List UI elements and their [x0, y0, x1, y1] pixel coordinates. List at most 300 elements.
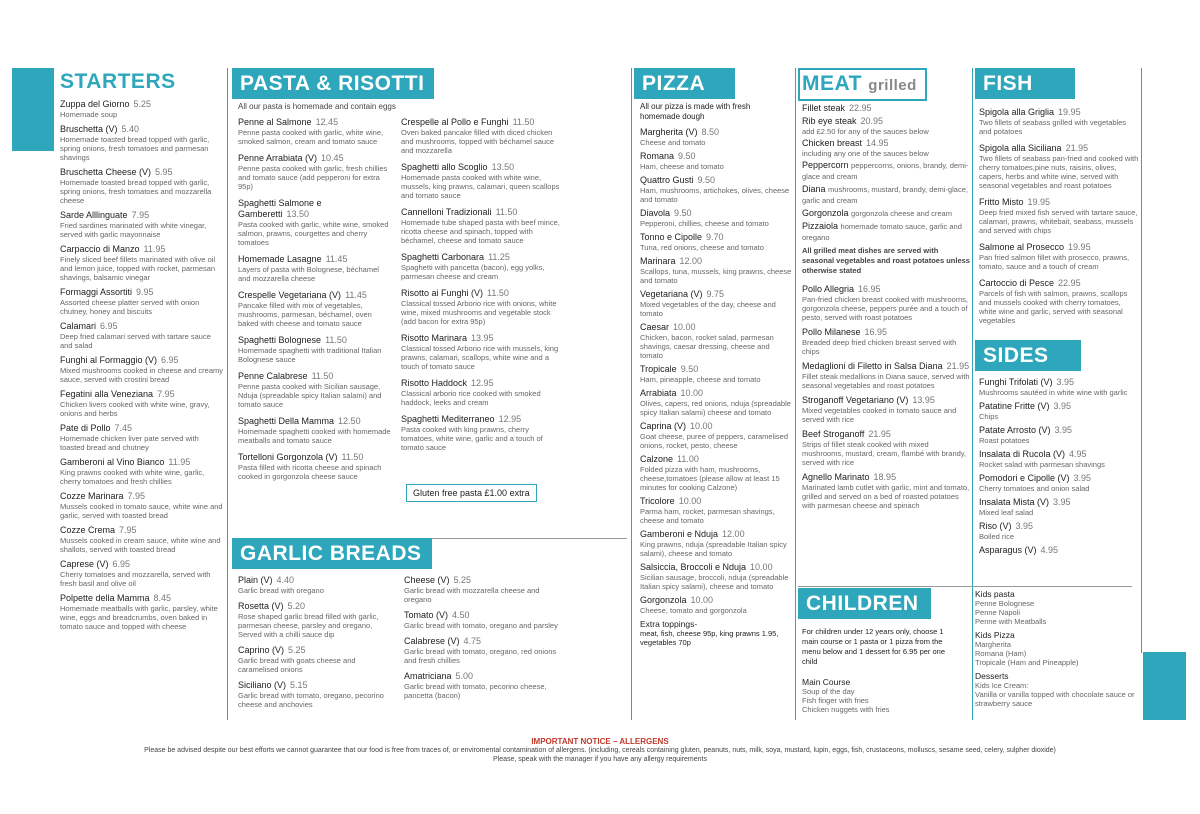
item-description: Pan fried salmon fillet with prosecco, prawns, tomato, sauce and a touch of cream	[979, 253, 1130, 271]
item-name: Calamari	[60, 321, 97, 331]
menu-item	[404, 671, 559, 700]
menu-item	[979, 197, 1140, 235]
menu-item	[640, 421, 792, 450]
pasta-section	[232, 68, 627, 502]
item-description: Ham, mushrooms, artichokes, olives, cheese and tomato	[640, 186, 790, 204]
item-description: Sicilian sausage, broccoli, nduja (spreadable Italian spicy salami), cheese and tomato	[640, 573, 789, 591]
item-price: 11.00	[677, 454, 699, 464]
item-description: Pancake filled with mix of vegetables, mushrooms, parmesan, béchamel, oven baked with cheese and tomato sauce	[238, 301, 372, 328]
menu-item	[238, 290, 393, 328]
item-price: 19.95	[1027, 197, 1051, 207]
item-description: Homemade meatballs with garlic, parsley, white wine, eggs and breadcrumbs, oven baked in tomato sauce and topped with cheese	[60, 604, 218, 631]
item-price: 13.50	[491, 162, 515, 172]
item-price: 3.95	[1015, 521, 1034, 531]
item-description: Spaghetti with pancetta (bacon), egg yolks, parmesan cheese and cream	[401, 263, 545, 281]
item-description: Goat cheese, puree of peppers, caramelised onions, rocket, pesto, cheese	[640, 432, 789, 450]
item-name: Salmone al Prosecco	[979, 242, 1065, 252]
item-description: Layers of pasta with Bolognese, béchamel and mozzarella cheese	[238, 265, 379, 283]
menu-item	[238, 198, 393, 247]
item-price: 10.00	[690, 421, 713, 431]
item-description: Finely sliced beef fillets marinated with olive oil and lemon juice, topped with rocket, parmesan shavings, balsamic vinegar	[60, 255, 216, 282]
item-description: Homemade spaghetti with traditional Italian Bolognese sauce	[238, 346, 382, 364]
menu-item	[238, 575, 393, 595]
pasta-list-right	[401, 117, 561, 488]
item-price: 12.00	[679, 256, 703, 266]
item-name: Calzone	[640, 454, 674, 464]
notice-title: IMPORTANT NOTICE – ALLERGENS	[531, 737, 669, 746]
item-price: 4.50	[452, 610, 470, 620]
pizza-list	[640, 127, 792, 615]
item-name: Romana	[640, 151, 675, 161]
item-price: 3.95	[1053, 401, 1072, 411]
item-name: Amatriciana	[404, 671, 452, 681]
item-description: Assorted cheese platter served with onion chutney, honey and biscuits	[60, 298, 200, 316]
menu-item	[60, 593, 225, 631]
item-description: Oven baked pancake filled with diced chicken and mushrooms, topped with béchamel sauce and mozzarella	[401, 128, 555, 155]
item-name: Sarde Alllinguate	[60, 210, 128, 220]
garlic-section	[232, 538, 627, 715]
item-price: 7.95	[119, 525, 137, 535]
item-price: 9.50	[697, 175, 716, 185]
allergen-notice	[0, 737, 1200, 764]
item-name: Spaghetti Carbonara	[401, 252, 485, 262]
item-price: 13.95	[912, 395, 935, 405]
menu-item	[802, 395, 970, 424]
item-name: Spigola alla Siciliana	[979, 143, 1062, 153]
item-description: Ham, cheese and tomato	[640, 162, 724, 171]
list-item: Penne Napoli	[975, 608, 1021, 617]
item-price: 3.95	[1054, 425, 1073, 435]
item-name: Crespelle al Pollo e Funghi	[401, 117, 509, 127]
item-description: King prawns cooked with white wine, garlic, cherry tomatoes and fresh chillies	[60, 468, 205, 486]
menu-item	[401, 288, 561, 326]
item-price: 19.95	[1068, 242, 1091, 252]
item-price: 5.25	[133, 99, 152, 109]
menu-item	[404, 610, 559, 630]
item-description: homemade tomato sauce, garlic and oregano	[802, 222, 962, 242]
item-price: 20.95	[860, 116, 884, 126]
item-description: Garlic bread with oregano	[238, 586, 324, 595]
item-name: Chicken breast	[802, 138, 863, 148]
item-price: 16.95	[864, 327, 888, 337]
item-price: 10.00	[680, 388, 704, 398]
menu-item	[401, 333, 561, 371]
item-name: Beef Stroganoff	[802, 429, 865, 439]
item-name: Rib eye steak	[802, 116, 857, 126]
menu-item	[238, 117, 393, 146]
item-name: Funghi al Formaggio (V)	[60, 355, 158, 365]
item-name: Tortelloni Gorgonzola (V)	[238, 452, 338, 462]
menu-item	[60, 99, 225, 119]
list-item: Penne Bolognese	[975, 599, 1035, 608]
item-price: 6.95	[100, 321, 118, 331]
item-price: 11.50	[341, 452, 364, 462]
item-name: Spaghetti Salmone e Gamberetti	[238, 198, 322, 219]
item-name: Patatine Fritte (V)	[979, 401, 1050, 411]
item-description: Fried sardines marinated with white vinegar, served with garlic mayonnaise	[60, 221, 207, 239]
menu-item	[802, 138, 970, 158]
item-name: Formaggi Assortiti	[60, 287, 133, 297]
item-name: Fritto Misto	[979, 197, 1024, 207]
section-title: FISH	[975, 68, 1075, 99]
item-price: 16.95	[858, 284, 881, 294]
divider	[795, 68, 796, 720]
item-description: Deep fried calamari served with tartare sauce and salad	[60, 332, 211, 350]
item-name: Penne Arrabiata (V)	[238, 153, 318, 163]
menu-item	[60, 559, 225, 588]
pasta-list-left	[238, 117, 393, 488]
item-price: 5.40	[121, 124, 140, 134]
item-description: Breaded deep fried chicken breast served with chips	[802, 338, 957, 356]
item-description: Mixed vegetables of the day, cheese and tomato	[640, 300, 776, 318]
item-description: Homemade toasted bread topped with garlic, spring onions, fresh tomatoes and mozzarella cheese	[60, 178, 212, 205]
item-price: 5.25	[453, 575, 472, 585]
list-item: Vanilla or vanilla topped with chocolate sauce or strawberry sauce	[975, 690, 1135, 708]
menu-item	[238, 680, 393, 709]
meat-title: MEAT	[802, 72, 862, 95]
item-description: peppercorns, onions, brandy, demi-glace and cream	[802, 161, 969, 181]
item-price: 3.95	[1056, 377, 1075, 387]
item-description: Marinated lamb cutlet with garlic, mint and tomato, grilled and served on a bed of roasted potatoes with parmesan cheese and spinach	[802, 483, 970, 510]
item-description: Olives, capers, red onions, nduja (spreadable spicy Italian salami) cheese and tomato	[640, 399, 791, 417]
item-description: Parma ham, rocket, parmesan shavings, cheese and tomato	[640, 507, 775, 525]
item-price: 12.50	[338, 416, 361, 426]
item-description: Parcels of fish with salmon, prawns, scallops and mussels cooked with cherry tomatoes, white wine and garlic, served with seasonal vegetables	[979, 289, 1128, 325]
menu-item	[802, 208, 970, 219]
item-description: Deep fried mixed fish served with tartare sauce, calamari, prawns, whitebait, seabass, mussels and served with chips	[979, 208, 1138, 235]
item-description: Garlic bread with goats cheese and caramelised onions	[238, 656, 356, 674]
item-description: Pepperoni, chillies, cheese and tomato	[640, 219, 769, 228]
menu-item	[404, 636, 559, 665]
kids-pizza-title: Kids Pizza	[975, 630, 1015, 640]
menu-item	[640, 595, 792, 615]
item-price: 10.00	[750, 562, 773, 572]
menu-item	[60, 457, 225, 486]
item-price: 10.00	[673, 322, 696, 332]
item-description: Mixed leaf salad	[979, 508, 1034, 517]
item-description: Garlic bread with tomato, oregano and parsley	[404, 621, 558, 630]
item-price: 11.45	[325, 254, 348, 264]
menu-item	[979, 401, 1140, 421]
meat-grill-list	[802, 103, 970, 158]
section-title: STARTERS	[60, 68, 184, 95]
item-price: 4.40	[276, 575, 295, 585]
item-name: Cozze Crema	[60, 525, 116, 535]
item-name: Caprina (V)	[640, 421, 687, 431]
item-description: Ham, pineapple, cheese and tomato	[640, 375, 761, 384]
item-price: 6.95	[112, 559, 131, 569]
item-name: Pizzaiola	[802, 221, 839, 231]
menu-item	[979, 521, 1140, 541]
item-name: Gamberoni e Nduja	[640, 529, 719, 539]
item-name: Spigola alla Griglia	[979, 107, 1055, 117]
item-name: Margherita (V)	[640, 127, 698, 137]
item-description: Classical arborio rice cooked with smoked haddock, leeks and cream	[401, 389, 541, 407]
item-name: Cartoccio di Pesce	[979, 278, 1055, 288]
list-item: Soup of the day	[802, 687, 855, 696]
item-description: Mixed vegetables cooked in tomato sauce and served with rice	[802, 406, 957, 424]
menu-item	[238, 371, 393, 409]
item-name: Siciliano (V)	[238, 680, 287, 690]
item-description: Scallops, tuna, mussels, king prawns, cheese and tomato	[640, 267, 792, 285]
item-price: 4.95	[1040, 545, 1059, 555]
menu-item	[640, 289, 792, 318]
item-price: 11.25	[488, 252, 510, 262]
divider	[798, 586, 1132, 587]
item-description: Classical tossed Arborio rice with mussels, king prawns, calamari, scallops, white wine and a touch of tomato sauce	[401, 344, 559, 371]
item-name: Diavola	[640, 208, 671, 218]
menu-item	[802, 472, 970, 510]
item-price: 11.95	[143, 244, 166, 254]
item-name: Polpette della Mamma	[60, 593, 150, 603]
menu-item	[238, 335, 393, 364]
menu-item	[60, 287, 225, 316]
item-price: 21.95	[946, 361, 970, 371]
item-price: 5.95	[155, 167, 173, 177]
item-price: 11.50	[512, 117, 535, 127]
item-price: 18.95	[873, 472, 897, 482]
menu-item	[979, 278, 1140, 325]
item-price: 12.95	[471, 378, 494, 388]
item-name: Tomato (V)	[404, 610, 449, 620]
item-name: Rosetta (V)	[238, 601, 284, 611]
item-description: Garlic bread with tomato, oregano, red onions and fresh chillies	[404, 647, 557, 665]
item-description: Rocket salad with parmesan shavings	[979, 460, 1105, 469]
item-price: 9.70	[706, 232, 724, 242]
menu-item	[60, 491, 225, 520]
item-description: Folded pizza with ham, mushrooms, cheese,tomatoes (please allow at least 15 minutes for cooking Calzone)	[640, 465, 780, 492]
item-name: Fillet steak	[802, 103, 846, 113]
item-name: Insalata Mista (V)	[979, 497, 1050, 507]
item-price: 4.95	[1069, 449, 1087, 459]
item-name: Tricolore	[640, 496, 675, 506]
item-description: Rose shaped garlic bread filled with garlic, parmesan cheese, parsley and oregano, Served with a chilli sauce dip	[238, 612, 379, 639]
menu-item	[640, 496, 792, 525]
item-price: 14.95	[866, 138, 889, 148]
menu-item	[640, 256, 792, 285]
menu-item	[60, 244, 225, 282]
item-description: Mushrooms sautéed in white wine with garlic	[979, 388, 1128, 397]
menu-item	[802, 327, 970, 356]
menu-item	[238, 254, 393, 283]
item-description: Cherry tomatoes and onion salad	[979, 484, 1090, 493]
item-price: 7.95	[127, 491, 146, 501]
item-description: Boiled rice	[979, 532, 1015, 541]
decor-square-left	[12, 68, 54, 151]
item-price: 11.50	[325, 335, 347, 345]
menu-item	[640, 208, 792, 228]
item-name: Zuppa del Giorno	[60, 99, 130, 109]
starters-section	[60, 68, 225, 636]
item-name: Agnello Marinato	[802, 472, 870, 482]
item-description: Homemade tube shaped pasta with beef mince, ricotta cheese and spinach, topped with béchamel, cheese and tomato sauce	[401, 218, 560, 245]
section-title: CHILDREN	[798, 588, 931, 619]
item-price: 5.25	[288, 645, 306, 655]
meat-subtitle: grilled	[868, 77, 917, 94]
item-price: 11.45	[345, 290, 367, 300]
item-description: Chicken livers cooked with white wine, gravy, onions and herbs	[60, 400, 210, 418]
section-title: GARLIC BREADS	[232, 538, 432, 569]
item-description: Roast potatoes	[979, 436, 1030, 445]
item-name: Patate Arrosto (V)	[979, 425, 1051, 435]
item-price: 9.50	[680, 364, 699, 374]
sides-list	[979, 377, 1140, 556]
menu-item	[60, 321, 225, 350]
item-price: 21.95	[1065, 143, 1089, 153]
item-name: Caprese (V)	[60, 559, 109, 569]
decor-square-right	[1143, 652, 1186, 720]
menu-item	[979, 107, 1140, 136]
list-item: Fish finger with fries	[802, 696, 869, 705]
menu-item	[60, 423, 225, 452]
divider	[432, 538, 627, 539]
item-price: 6.95	[161, 355, 179, 365]
item-price: 11.50	[487, 288, 509, 298]
item-price: 5.00	[455, 671, 474, 681]
sauce-list	[802, 160, 970, 243]
menu-item	[401, 378, 561, 407]
item-price: 21.95	[868, 429, 891, 439]
item-name: Spaghetti Mediterraneo	[401, 414, 495, 424]
list-item: Tropicale (Ham and Pineapple)	[975, 658, 1079, 667]
menu-item	[60, 389, 225, 418]
item-description: Garlic bread with tomato, pecorino cheese, pancetta (bacon)	[404, 682, 547, 700]
kids-pasta-title: Kids pasta	[975, 589, 1015, 599]
menu-item	[640, 232, 792, 252]
item-price: 10.00	[690, 595, 714, 605]
menu-item	[238, 416, 393, 445]
starters-list	[60, 99, 225, 631]
item-description: Mixed mushrooms cooked in cheese and creamy sauce, served with crostini bread	[60, 366, 223, 384]
item-price: 9.95	[136, 287, 154, 297]
item-name: Caesar	[640, 322, 670, 332]
notice-line: Please, speak with the manager if you have any allergy requirements	[492, 756, 707, 763]
item-description: Chicken, bacon, rocket salad, parmesan shavings, caesar dressing, cheese and tomato	[640, 333, 774, 360]
item-description: Strips of fillet steak cooked with mixed mushrooms, mustard, cream, flambé with brandy, served with rice	[802, 440, 967, 467]
section-title: SIDES	[975, 340, 1081, 371]
item-name: Marinara	[640, 256, 676, 266]
item-price: 10.00	[678, 496, 702, 506]
menu-item	[60, 167, 225, 205]
menu-item	[640, 175, 792, 204]
item-name: Caprino (V)	[238, 645, 285, 655]
menu-item	[401, 117, 561, 155]
menu-item	[979, 545, 1140, 556]
menu-item	[979, 377, 1140, 397]
desserts-title: Desserts	[975, 671, 1009, 681]
item-price: 11.95	[168, 457, 191, 467]
item-price: 10.45	[321, 153, 344, 163]
item-name: Bruschetta (V)	[60, 124, 118, 134]
item-name: Homemade Lasagne	[238, 254, 322, 264]
menu-item	[802, 284, 970, 322]
extra-toppings-desc: meat, fish, cheese 95p, king prawns 1.95, vegetables 70p	[640, 629, 779, 647]
item-price: 12.95	[498, 414, 522, 424]
menu-item	[238, 645, 393, 674]
pizza-section	[634, 68, 792, 652]
item-description: Garlic bread with tomato, oregano, pecorino cheese and anchovies	[238, 691, 384, 709]
item-price: 11.50	[495, 207, 518, 217]
item-name: Salsiccia, Broccoli e Nduja	[640, 562, 747, 572]
item-price: 3.95	[1073, 473, 1092, 483]
item-description: Pasta cooked with garlic, white wine, smoked salmon, prawns, courgettes and cherry tomatoes	[238, 220, 389, 247]
divider	[227, 68, 228, 720]
sauces-note: All grilled meat dishes are served with seasonal vegetables and roast potatoes unless otherwise stated	[802, 246, 970, 275]
item-name: Risotto Haddock	[401, 378, 468, 388]
list-item: Penne with Meatballs	[975, 617, 1047, 626]
item-name: Quattro Gusti	[640, 175, 694, 185]
item-price: 4.75	[463, 636, 482, 646]
item-name: Pollo Milanese	[802, 327, 861, 337]
item-price: 12.45	[315, 117, 339, 127]
menu-item	[802, 221, 970, 243]
item-name: Fegatini alla Veneziana	[60, 389, 154, 399]
menu-item	[979, 497, 1140, 517]
item-name: Riso (V)	[979, 521, 1012, 531]
menu-item	[802, 361, 970, 390]
item-name: Cheese (V)	[404, 575, 450, 585]
fish-list	[979, 107, 1140, 325]
item-description: Homemade soup	[60, 110, 118, 119]
menu-item	[802, 160, 970, 182]
item-name: Pollo Allegria	[802, 284, 855, 294]
item-name: Asparagus (V)	[979, 545, 1037, 555]
item-name: Spaghetti Della Mamma	[238, 416, 335, 426]
children-section	[798, 588, 1138, 714]
item-name: Pomodori e Cipolle (V)	[979, 473, 1070, 483]
item-description: Chips	[979, 412, 999, 421]
item-description: including any one of the sauces below	[802, 149, 929, 158]
sides-section	[975, 340, 1140, 560]
notice-line: Please be advised despite our best efforts we cannot guarantee that our food is free from traces of, or enviromental contamination of allergens. (including, cereals containing gluten, peanuts, nuts, milk, soya, mustard, lupin, eggs, fish, crustaceons, molluscs, sesame seed, celery, sulpher dioxide)	[144, 747, 1056, 754]
item-name: Spaghetti allo Scoglio	[401, 162, 488, 172]
menu-item	[60, 355, 225, 384]
item-description: Homemade spaghetti cooked with homemade meatballs and tomato sauce	[238, 427, 391, 445]
list-item: Kids Ice Cream:	[975, 681, 1029, 690]
menu-item	[640, 364, 792, 384]
item-name: Risotto ai Funghi (V)	[401, 288, 484, 298]
menu-item	[404, 575, 559, 604]
item-description: Two fillets of seabass grilled with vegetables and potatoes	[979, 118, 1127, 136]
item-description: Cheese and tomato	[640, 138, 706, 147]
item-price: 5.15	[290, 680, 308, 690]
item-price: 22.95	[1058, 278, 1081, 288]
menu-item	[401, 414, 561, 452]
item-price: 8.50	[701, 127, 720, 137]
item-description: Homemade chicken liver pate served with toasted bread and chutney	[60, 434, 199, 452]
item-price: 13.95	[471, 333, 494, 343]
children-note: For children under 12 years only, choose 1 main course or 1 pasta or 1 pizza from the menu below and 1 dessert for 6.95 per one child	[802, 627, 946, 666]
item-description: Homemade toasted bread topped with garlic, spring onions, fresh tomatoes and parmesan shavings	[60, 135, 210, 162]
menu-item	[802, 184, 970, 206]
menu-item	[640, 562, 792, 591]
item-description: Penne pasta cooked with garlic, white wine, smoked salmon, cream and tomato sauce	[238, 128, 384, 146]
desserts-list	[975, 681, 1138, 708]
menu-item	[979, 143, 1140, 190]
item-description: Penne pasta cooked with Sicilian sausage, Nduja (spreadable spicy Italian salami) and tomato sauce	[238, 382, 382, 409]
item-description: Mussels cooked in cream sauce, white wine and shallots, served with toasted bread	[60, 536, 221, 554]
item-description: Homemade pasta cooked with white wine, mussels, king prawns, calamari, queen scallops and tomato sauce	[401, 173, 560, 200]
item-name: Arrabiata	[640, 388, 677, 398]
item-price: 13.50	[286, 209, 310, 219]
item-price: 5.20	[287, 601, 306, 611]
garlic-list-right	[404, 575, 559, 715]
menu-item	[640, 454, 792, 492]
section-note: All our pasta is homemade and contain eggs	[238, 102, 396, 111]
extra-toppings-title: Extra toppings-	[640, 619, 698, 629]
item-name: Peppercorn	[802, 160, 849, 170]
item-name: Medaglioni di Filetto in Salsa Diana	[802, 361, 943, 371]
